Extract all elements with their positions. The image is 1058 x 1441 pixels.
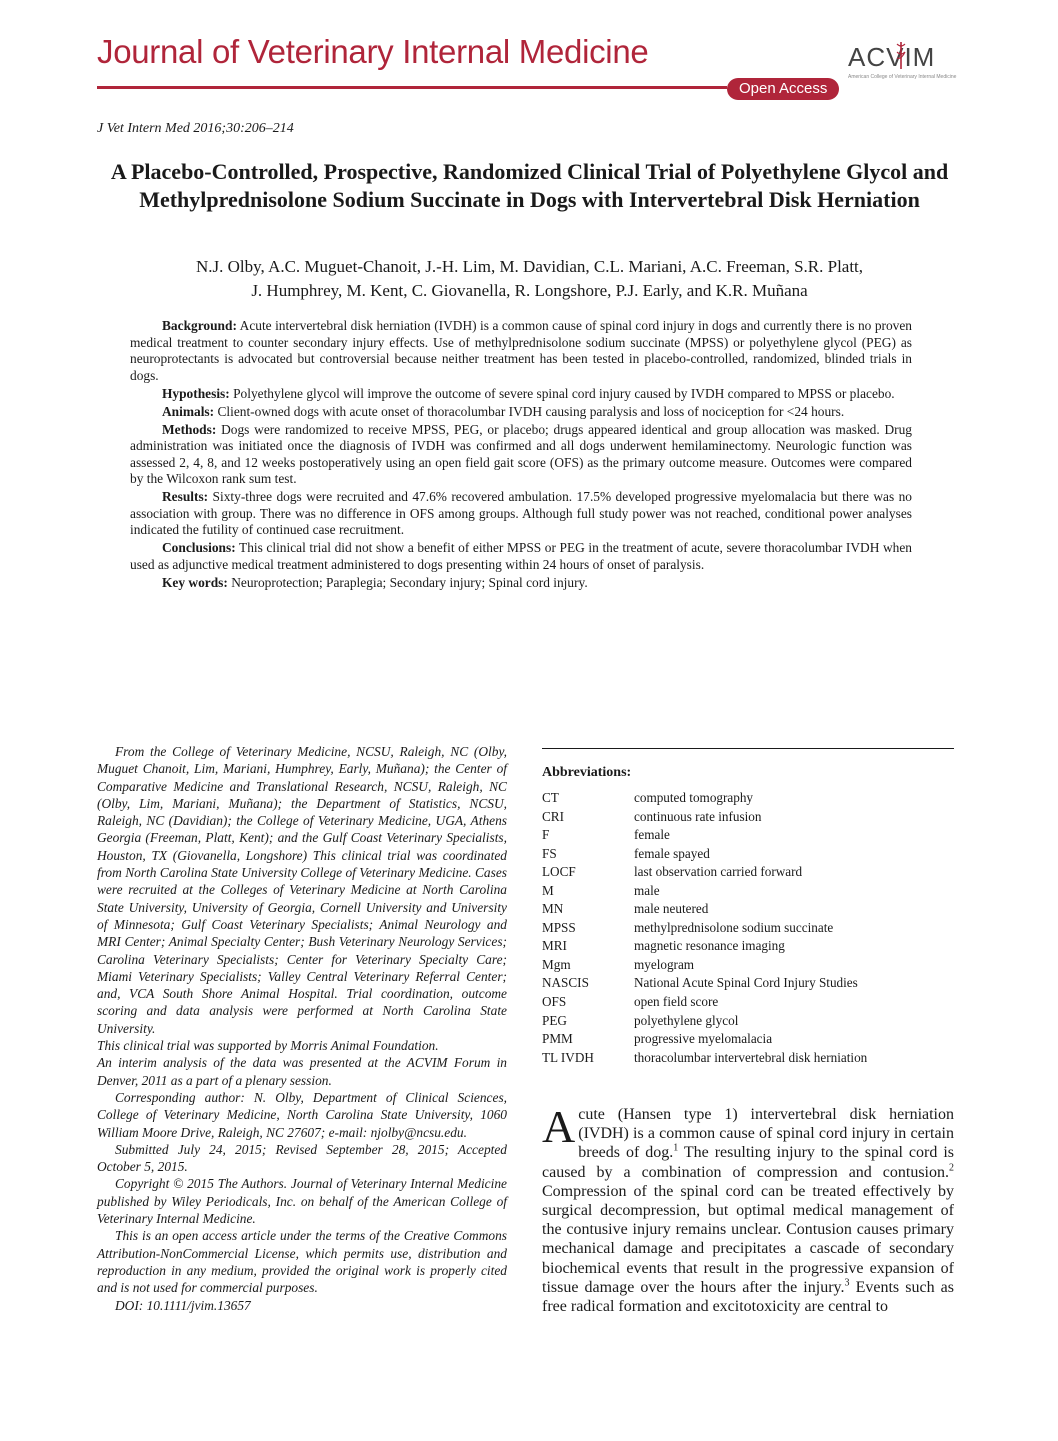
abbreviation-definition: female <box>634 827 670 843</box>
reference-marker[interactable]: 2 <box>949 1162 954 1174</box>
article-title: A Placebo-Controlled, Prospective, Randomized Clinical Trial of Polyethylene Glycol and Methylprednisolone Sodium Succinate in Dogs with Intervertebral Disk Herniation <box>110 159 949 212</box>
section-text: Sixty-three dogs were recruited and 47.6% recovered ambulation. 17.5% developed progressive myelomalacia but there was no association with group. There was no difference in OFS among groups. Although full study power was not reached, conditional power analyses indicated the futility of continued case recruitment. <box>130 489 912 537</box>
abstract <box>130 318 912 593</box>
abbreviation-row <box>542 808 954 827</box>
abstract-methods <box>130 422 912 488</box>
body-text-segment: Events such as free radical formation and excitotoxicity are central to <box>542 1278 954 1316</box>
drop-cap: A <box>542 1101 576 1152</box>
abbreviation-term: CRI <box>542 808 564 824</box>
abbreviation-term: Mgm <box>542 956 571 972</box>
section-text: Polyethylene glycol will improve the outcome of severe spinal cord injury caused by IVDH compared to MPSS or placebo. <box>233 385 895 401</box>
abbreviation-term: PMM <box>542 1031 573 1047</box>
header-rule <box>97 86 727 89</box>
abbreviation-row <box>542 1030 954 1049</box>
section-text: Neuroprotection; Paraplegia; Secondary injury; Spinal cord injury. <box>231 574 588 590</box>
abbreviation-definition: National Acute Spinal Cord Injury Studies <box>634 975 858 991</box>
copyright-note: Copyright © 2015 The Authors. Journal of Veterinary Internal Medicine published by Wiley Periodicals, Inc. on behalf of the American College of Veterinary Internal Medicine. <box>97 1176 507 1227</box>
abbreviation-term: M <box>542 882 554 898</box>
body-text-segment: The resulting injury to the spinal cord is caused by a combination of compression and contusion. <box>542 1144 954 1181</box>
abbreviation-row <box>542 900 954 919</box>
reference-marker[interactable]: 1 <box>673 1143 679 1155</box>
abbreviation-definition: thoracolumbar intervertebral disk herniation <box>634 1049 868 1065</box>
abbreviation-row <box>542 1049 954 1068</box>
abbreviation-term: MN <box>542 901 564 917</box>
affiliation-note: From the College of Veterinary Medicine, NCSU, Raleigh, NC (Olby, Muguet Chanoit, Lim, Mariani, Humphrey, Early, Muñana); the Center of Comparative Medicine and Translational Research, NCSU, Raleigh, NC (Olby, Lim, Mariani, Muñana); the Department of Statistics, NCSU, Raleigh, NC (Davidian); the College of Veterinary Medicine, UGA, Athens Georgia (Freeman, Platt, Kent); and the Gulf Coast Veterinary Specialists, Houston, TX (Giovanella, Longshore) This clinical trial was coordinated from North Carolina State University College of Veterinary Medicine. Cases were recruited at the Colleges of Veterinary Medicine at North Carolina State University, University of Georgia, Cornell University and University of Minnesota; Gulf Coast Veterinary Specialists; Animal Neurology and MRI Center; Animal Specialty Center; Bush Veterinary Neurology Services; Carolina Veterinary Specialists; Center for Veterinary Specialty Care; Miami Veterinary Specialists; Valley Central Veterinary Referral Center; and, VCA South Shore Animal Hospital. Trial coordination, outcome scoring and data analysis were performed at North Carolina State University. <box>97 744 507 1036</box>
section-label: Conclusions: <box>162 540 236 555</box>
abstract-background <box>130 318 912 384</box>
acvim-logo-text: ACVIM <box>848 42 936 72</box>
abbreviation-row <box>542 789 954 808</box>
journal-title: Journal of Veterinary Internal Medicine <box>97 33 649 70</box>
abbreviation-term: FS <box>542 845 557 861</box>
abbreviation-row <box>542 919 954 938</box>
abbreviation-row <box>542 1012 954 1031</box>
abbreviations-rule <box>542 748 954 749</box>
funding-note: This clinical trial was supported by Morris Animal Foundation. <box>97 1038 439 1054</box>
abbreviation-term: TL IVDH <box>542 1049 594 1065</box>
section-label: Hypothesis: <box>162 385 230 401</box>
acvim-logo <box>848 38 958 84</box>
abbreviation-term: F <box>542 827 550 843</box>
dates-note: Submitted July 24, 2015; Revised September 28, 2015; Accepted October 5, 2015. <box>97 1141 507 1175</box>
abbreviation-definition: female spayed <box>634 845 710 861</box>
author-list <box>97 255 962 303</box>
abbreviation-row <box>542 937 954 956</box>
section-text: Dogs were randomized to receive MPSS, PEG, or placebo; drugs appeared identical and group allocation was masked. Drug administration was initiated once the diagnosis of IVDH was confirmed and all dogs underwent hemilaminectomy. Neurologic function was assessed 2, 4, 8, and 12 weeks postoperatively using an open field gait score (OFS) as the primary outcome measure. Outcomes were compared by the Wilcoxon rank sum test. <box>130 421 912 486</box>
open-access-badge[interactable]: Open Access <box>727 78 839 100</box>
abbreviation-row <box>542 993 954 1012</box>
abbreviation-definition: polyethylene glycol <box>634 1012 739 1028</box>
abbreviation-definition: myelogram <box>634 956 695 972</box>
section-text: Acute intervertebral disk herniation (IVDH) is a common cause of spinal cord injury in dogs and currently there is no proven medical treatment to counter secondary injury effects. Use of methylprednisolone sodium succinate (MPSS) or polyethylene glycol (PEG) as neuroprotectants is advocated but controversial because neither treatment has been tested in placebo-controlled, randomized, blinded trials in dogs. <box>130 318 912 383</box>
abbreviation-row <box>542 863 954 882</box>
abbreviation-row <box>542 882 954 901</box>
section-text: Client-owned dogs with acute onset of thoracolumbar IVDH causing paralysis and loss of nociception for <24 hours. <box>217 403 845 419</box>
abbreviation-row <box>542 826 954 845</box>
abbreviation-term: PEG <box>542 1012 567 1028</box>
section-label: Animals: <box>162 403 215 419</box>
authors-line-2: J. Humphrey, M. Kent, C. Giovanella, R. Longshore, P.J. Early, and K.R. Muñana <box>251 281 808 300</box>
abbreviation-term: MRI <box>542 938 567 954</box>
abbreviation-definition: methylprednisolone sodium succinate <box>634 919 834 935</box>
abbreviation-term: CT <box>542 790 559 805</box>
abbreviation-row <box>542 956 954 975</box>
abbreviation-definition: open field score <box>634 994 719 1010</box>
article-footnotes <box>97 743 507 1314</box>
section-text: This clinical trial did not show a benefit of either MPSS or PEG in the treatment of acute, severe thoracolumbar IVDH when used as adjunctive medical treatment administered to dogs presenting within 24 hours of onset of paralysis. <box>130 540 912 572</box>
abstract-hypothesis <box>130 386 912 403</box>
interim-note: An interim analysis of the data was presented at the ACVIM Forum in Denver, 2011 as a part of a plenary session. <box>97 1055 507 1088</box>
citation: J Vet Intern Med 2016;30:206–214 <box>97 121 294 136</box>
abbreviation-definition: last observation carried forward <box>634 864 803 880</box>
abbreviation-definition: progressive myelomalacia <box>634 1031 773 1047</box>
abbreviation-term: MPSS <box>542 919 576 935</box>
section-label: Results: <box>162 489 209 504</box>
abstract-results <box>130 489 912 539</box>
abbreviation-definition: male <box>634 882 660 898</box>
abbreviation-definition: continuous rate infusion <box>634 808 762 824</box>
introduction-paragraph <box>542 1101 954 1316</box>
section-label: Background: <box>162 318 237 333</box>
section-label: Key words: <box>162 574 228 590</box>
abbreviation-term: OFS <box>542 994 567 1010</box>
body-text-segment: cute (Hansen type 1) intervertebral disk herniation (IVDH) is a common cause of spinal cord injury in certain breeds of dog. <box>578 1106 954 1162</box>
caduceus-icon <box>894 40 908 70</box>
abstract-conclusions <box>130 540 912 573</box>
authors-line-1: N.J. Olby, A.C. Muguet-Chanoit, J.-H. Lim, M. Davidian, C.L. Mariani, A.C. Freeman, S.R. Platt, <box>195 257 864 276</box>
doi-note[interactable]: DOI: 10.1111/jvim.13657 <box>115 1297 251 1313</box>
abstract-animals <box>130 404 912 421</box>
corresponding-author-note: Corresponding author: N. Olby, Department of Clinical Sciences, College of Veterinary Medicine, North Carolina State University, 1060 William Moore Drive, Raleigh, NC 27607; e-mail: njolby@ncsu.edu. <box>97 1089 507 1140</box>
abbreviations-heading: Abbreviations: <box>542 765 632 780</box>
abbreviation-term: LOCF <box>542 864 576 880</box>
license-note: This is an open access article under the terms of the Creative Commons Attribution-NonCommercial License, which permits use, distribution and reproduction in any medium, provided the original work is properly cited and is not used for commercial purposes. <box>97 1228 507 1296</box>
abbreviation-row <box>542 845 954 864</box>
acvim-logo-subtext: American College of Veterinary Internal Medicine <box>848 74 957 80</box>
abbreviation-definition: computed tomography <box>634 790 754 805</box>
abbreviation-term: NASCIS <box>542 975 589 991</box>
abbreviation-row <box>542 974 954 993</box>
reference-marker[interactable]: 3 <box>844 1277 850 1289</box>
abbreviation-definition: male neutered <box>634 901 709 917</box>
abbreviations-list <box>542 789 954 1067</box>
abstract-keywords <box>130 575 912 592</box>
section-label: Methods: <box>162 421 217 437</box>
body-text-segment: Compression of the spinal cord can be treated effectively by surgical decompression, but optimal medical management of the contusive injury remains unclear. Contusion causes primary mechanical damage and precipitates a cascade of secondary biochemical events that result in the progressive expansion of tissue damage over the hours after the injury. <box>542 1182 954 1296</box>
abbreviation-definition: magnetic resonance imaging <box>634 938 785 954</box>
